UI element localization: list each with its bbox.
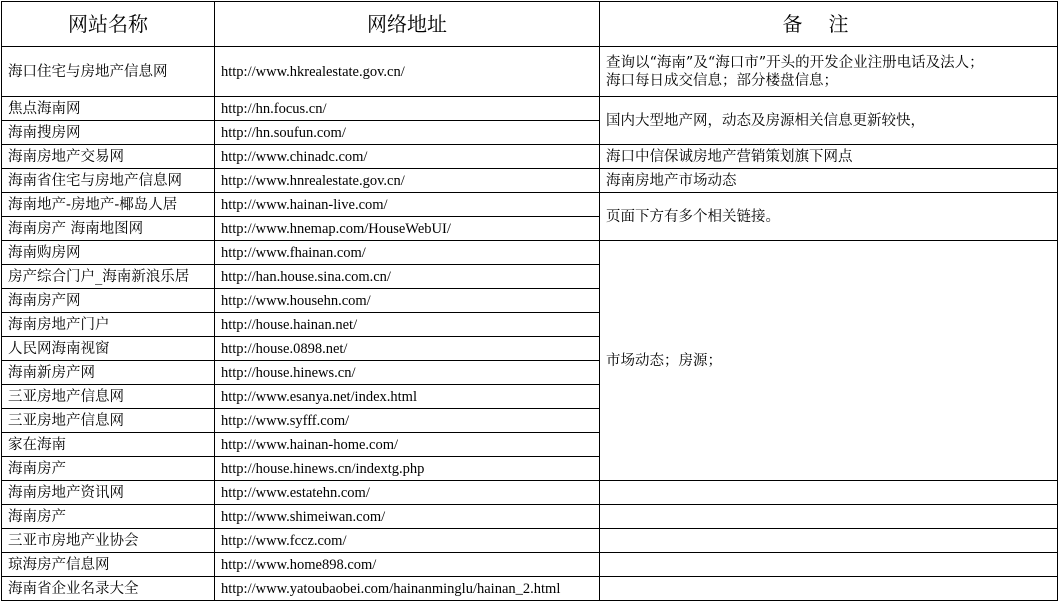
site-name: 三亚房地产信息网 [2, 409, 215, 433]
site-name: 海南搜房网 [2, 121, 215, 145]
site-name: 人民网海南视窗 [2, 337, 215, 361]
site-url[interactable]: http://www.hkrealestate.gov.cn/ [215, 47, 600, 97]
site-remark: 市场动态；房源； [600, 241, 1058, 481]
site-name: 三亚市房地产业协会 [2, 529, 215, 553]
website-table [1, 1, 1058, 601]
table-row [2, 97, 1058, 121]
site-url[interactable]: http://www.hainan-live.com/ [215, 193, 600, 217]
site-name: 焦点海南网 [2, 97, 215, 121]
site-name: 海南房地产门户 [2, 313, 215, 337]
site-remark-empty [600, 529, 1058, 553]
site-name: 海南房产 [2, 505, 215, 529]
header-row [2, 2, 1058, 47]
site-url[interactable]: http://house.hainan.net/ [215, 313, 600, 337]
site-name: 海南房地产资讯网 [2, 481, 215, 505]
site-url[interactable]: http://www.fhainan.com/ [215, 241, 600, 265]
site-url[interactable]: http://www.syfff.com/ [215, 409, 600, 433]
site-name: 海南房产网 [2, 289, 215, 313]
table-row [2, 481, 1058, 505]
site-url[interactable]: http://house.hinews.cn/ [215, 361, 600, 385]
site-remark: 页面下方有多个相关链接。 [600, 193, 1058, 241]
site-remark: 海南房地产市场动态 [600, 169, 1058, 193]
site-url[interactable]: http://www.shimeiwan.com/ [215, 505, 600, 529]
site-remark: 海口中信保诚房地产营销策划旗下网点 [600, 145, 1058, 169]
site-url[interactable]: http://hn.soufun.com/ [215, 121, 600, 145]
site-name: 海南省住宅与房地产信息网 [2, 169, 215, 193]
table-row [2, 241, 1058, 265]
site-url[interactable]: http://www.househn.com/ [215, 289, 600, 313]
table-row [2, 529, 1058, 553]
site-name: 房产综合门户_海南新浪乐居 [2, 265, 215, 289]
table-row [2, 47, 1058, 97]
site-name: 海南省企业名录大全 [2, 577, 215, 601]
table-row [2, 193, 1058, 217]
site-url[interactable]: http://www.hainan-home.com/ [215, 433, 600, 457]
site-name: 海南房产 [2, 457, 215, 481]
site-url[interactable]: http://www.yatoubaobei.com/hainanminglu/hainan_2.html [215, 577, 600, 601]
table-row [2, 553, 1058, 577]
site-name: 海南房产 海南地图网 [2, 217, 215, 241]
table-row [2, 169, 1058, 193]
site-url[interactable]: http://han.house.sina.com.cn/ [215, 265, 600, 289]
site-name: 海口住宅与房地产信息网 [2, 47, 215, 97]
header-site-url: 网络地址 [215, 2, 600, 47]
site-url[interactable]: http://house.hinews.cn/indextg.php [215, 457, 600, 481]
site-remark-empty [600, 577, 1058, 601]
site-remark-empty [600, 553, 1058, 577]
header-site-name: 网站名称 [2, 2, 215, 47]
site-name: 家在海南 [2, 433, 215, 457]
remark-line: 海口每日成交信息；部分楼盘信息； [606, 72, 838, 89]
site-url[interactable]: http://hn.focus.cn/ [215, 97, 600, 121]
site-url[interactable]: http://www.hnemap.com/HouseWebUI/ [215, 217, 600, 241]
site-url[interactable]: http://www.fccz.com/ [215, 529, 600, 553]
site-url[interactable]: http://www.estatehn.com/ [215, 481, 600, 505]
site-url[interactable]: http://house.0898.net/ [215, 337, 600, 361]
site-remark [600, 47, 1058, 97]
site-remark: 国内大型地产网，动态及房源相关信息更新较快， [600, 97, 1058, 145]
table-row [2, 145, 1058, 169]
site-remark-empty [600, 505, 1058, 529]
site-name: 海南房地产交易网 [2, 145, 215, 169]
site-name: 海南地产-房地产-椰岛人居 [2, 193, 215, 217]
site-remark-empty [600, 481, 1058, 505]
site-url[interactable]: http://www.chinadc.com/ [215, 145, 600, 169]
site-url[interactable]: http://www.home898.com/ [215, 553, 600, 577]
site-name: 琼海房产信息网 [2, 553, 215, 577]
header-remark: 备注 [600, 2, 1058, 47]
table-row [2, 505, 1058, 529]
site-url[interactable]: http://www.hnrealestate.gov.cn/ [215, 169, 600, 193]
table-row [2, 577, 1058, 601]
remark-line: 查询以“海南”及“海口市”开头的开发企业注册电话及法人； [606, 54, 984, 71]
site-name: 海南新房产网 [2, 361, 215, 385]
site-url[interactable]: http://www.esanya.net/index.html [215, 385, 600, 409]
site-name: 海南购房网 [2, 241, 215, 265]
site-name: 三亚房地产信息网 [2, 385, 215, 409]
